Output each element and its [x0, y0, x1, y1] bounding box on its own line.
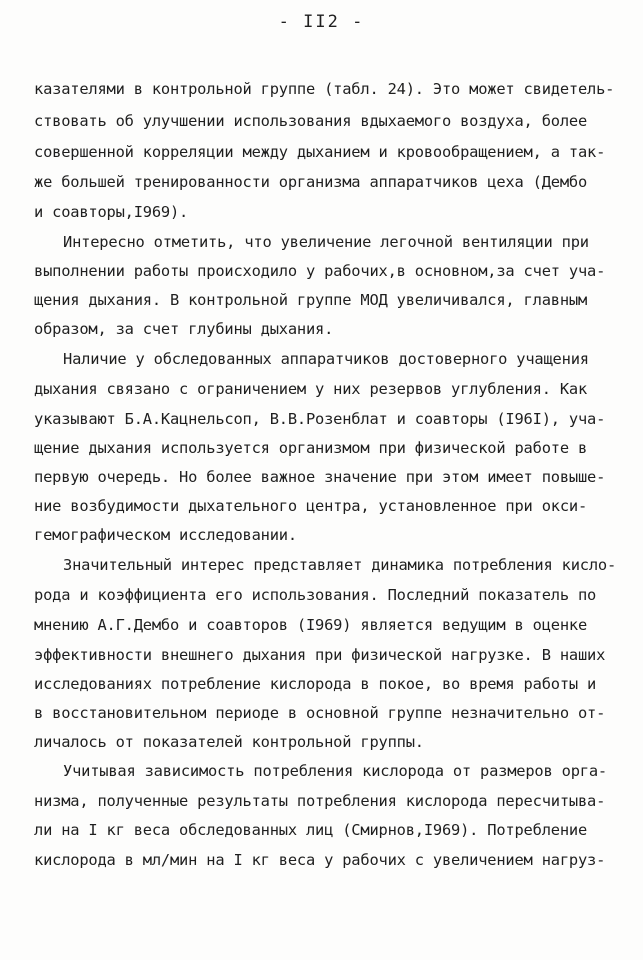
text-line: Интересно отметить, что увеличение легочной вентиляции при [63, 233, 589, 251]
text-line: дыхания связано с ограничением у них резервов углубления. Как [34, 380, 588, 398]
text-line: Учитывая зависимость потребления кислорода от размеров орга- [63, 762, 607, 780]
text-line: гемографическом исследовании. [34, 526, 297, 544]
text-line: первую очередь. Но более важное значение при этом имеет повыше- [34, 468, 606, 486]
text-line: личалось от показателей контрольной группы. [34, 733, 424, 751]
text-line: ли на I кг веса обследованных лиц (Смирнов,I969). Потребление [34, 821, 588, 839]
text-line: ствовать об улучшении использования вдыхаемого воздуха, более [34, 112, 588, 130]
text-line: исследованиях потребление кислорода в покое, во время работы и [34, 675, 597, 693]
text-line: казателями в контрольной группе (табл. 24). Это может свидетель- [34, 80, 615, 98]
text-line: в восстановительном периоде в основной группе незначительно от- [34, 704, 606, 722]
text-line: указывают Б.А.Кацнельсоп, В.В.Розенблат и соавторы (I96I), уча- [34, 410, 606, 428]
text-line: Значительный интерес представляет динамика потребления кисло- [63, 556, 617, 574]
text-line: низма, полученные результаты потребления кислорода пересчитыва- [34, 792, 606, 810]
text-line: мнению А.Г.Дембо и соавторов (I969) является ведущим в оценке [34, 616, 588, 634]
text-line: кислорода в мл/мин на I кг веса у рабочих с увеличением нагруз- [34, 851, 606, 869]
text-line: щение дыхания используется организмом при физической работе в [34, 439, 588, 457]
text-line: Наличие у обследованных аппаратчиков достоверного учащения [63, 350, 589, 368]
text-line: же большей тренированности организма аппаратчиков цеха (Дембо [34, 173, 588, 191]
text-line: эффективности внешнего дыхания при физической нагрузке. В наших [34, 646, 606, 664]
text-line: и соавторы,I969). [34, 203, 189, 221]
text-line: щения дыхания. В контрольной группе МОД увеличивался, главным [34, 291, 588, 309]
text-line: ние возбудимости дыхательного центра, установленное при окси- [34, 497, 588, 515]
text-line: совершенной корреляции между дыханием и кровообращением, а так- [34, 143, 606, 161]
text-line: выполнении работы происходило у рабочих,в основном,за счет уча- [34, 262, 606, 280]
page-number: - II2 - [278, 12, 365, 32]
text-line: рода и коэффициента его использования. Последний показатель по [34, 586, 597, 604]
text-line: образом, за счет глубины дыхания. [34, 320, 334, 338]
